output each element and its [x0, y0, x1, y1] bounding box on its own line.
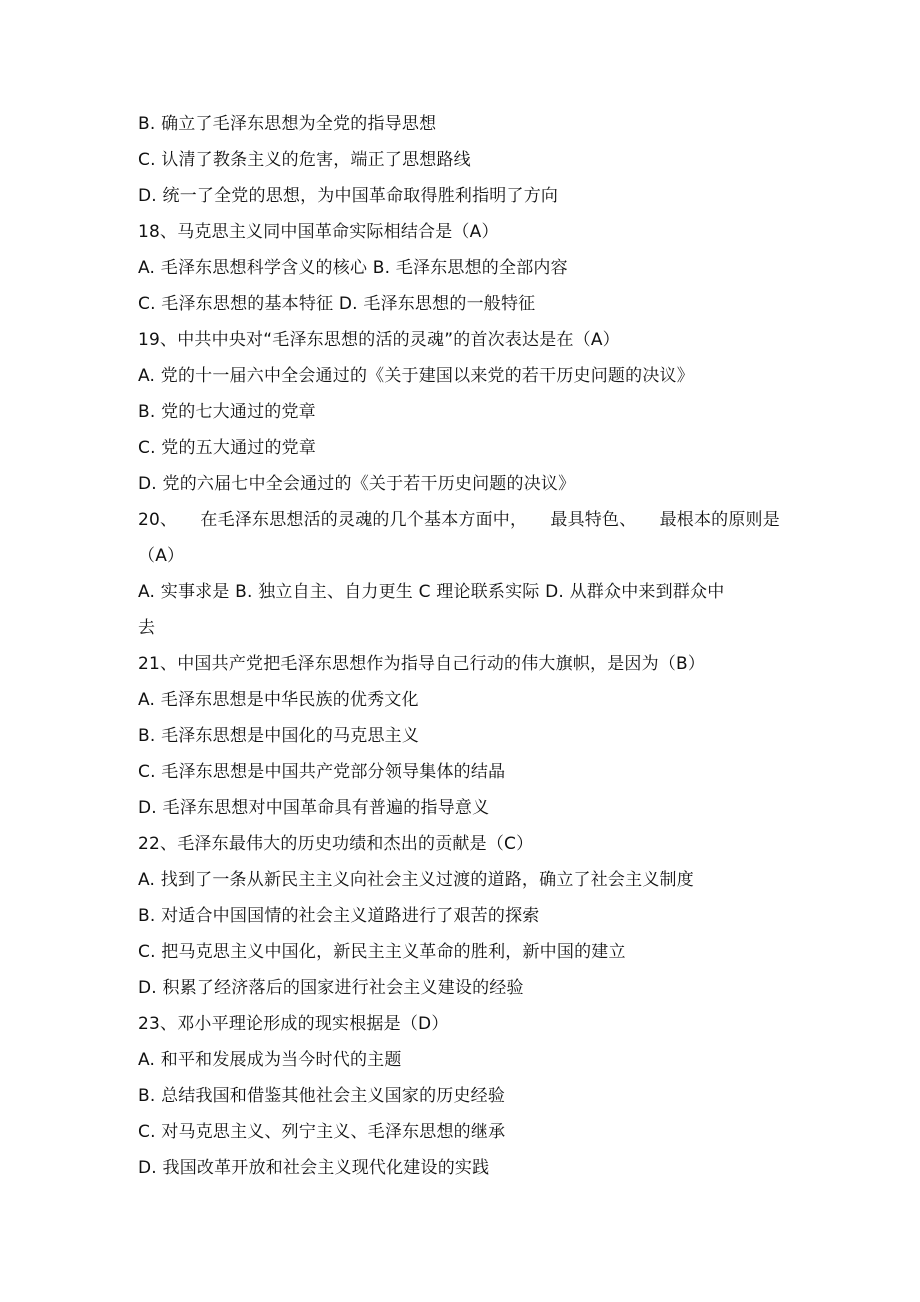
question-20-text-c: 最根本的原则是: [659, 510, 780, 530]
text-line: A. 毛泽东思想是中华民族的优秀文化: [138, 690, 419, 710]
question-22: 22、毛泽东最伟大的历史功绩和杰出的贡献是（C）: [138, 834, 534, 854]
text-line: A. 党的十一届六中全会通过的《关于建国以来党的若干历史问题的决议》: [138, 366, 694, 386]
question-21: 21、中国共产党把毛泽东思想作为指导自己行动的伟大旗帜，是因为（B）: [138, 654, 706, 674]
text-line: C. 毛泽东思想的基本特征 D. 毛泽东思想的一般特征: [138, 294, 536, 314]
question-20: [138, 502, 780, 538]
text-line: A. 和平和发展成为当今时代的主题: [138, 1050, 402, 1070]
question-18: 18、马克思主义同中国革命实际相结合是（A）: [138, 222, 499, 242]
text-line: D. 积累了经济落后的国家进行社会主义建设的经验: [138, 978, 524, 998]
text-line: C. 毛泽东思想是中国共产党部分领导集体的结晶: [138, 762, 506, 782]
text-line: D. 统一了全党的思想，为中国革命取得胜利指明了方向: [138, 186, 559, 206]
text-line: D. 毛泽东思想对中国革命具有普遍的指导意义: [138, 798, 490, 818]
question-20-text-b: 最具特色、: [550, 510, 637, 530]
question-20-number: 20、: [138, 510, 178, 530]
text-line: B. 总结我国和借鉴其他社会主义国家的历史经验: [138, 1086, 506, 1106]
text-line: B. 党的七大通过的党章: [138, 402, 316, 422]
question-text-block: [138, 106, 788, 1186]
text-line: D. 党的六届七中全会通过的《关于若干历史问题的决议》: [138, 474, 576, 494]
text-line: A. 找到了一条从新民主主义向社会主义过渡的道路，确立了社会主义制度: [138, 870, 694, 890]
question-19: 19、中共中央对“毛泽东思想的活的灵魂”的首次表达是在（A）: [138, 330, 620, 350]
question-23: 23、邓小平理论形成的现实根据是（D）: [138, 1014, 449, 1034]
text-line: B. 毛泽东思想是中国化的马克思主义: [138, 726, 420, 746]
question-20-text-a: 在毛泽东思想活的灵魂的几个基本方面中，: [200, 510, 528, 530]
question-20-options-cont: 去: [138, 618, 156, 638]
text-line: C. 对马克思主义、列宁主义、毛泽东思想的继承: [138, 1122, 506, 1142]
text-line: C. 把马克思主义中国化，新民主主义革命的胜利，新中国的建立: [138, 942, 626, 962]
text-line: B. 确立了毛泽东思想为全党的指导思想: [138, 114, 437, 134]
text-line: C. 认清了教条主义的危害，端正了思想路线: [138, 150, 471, 170]
question-20-answer: （A）: [138, 546, 185, 566]
text-line: D. 我国改革开放和社会主义现代化建设的实践: [138, 1158, 490, 1178]
question-20-options: A. 实事求是 B. 独立自主、自力更生 C 理论联系实际 D. 从群众中来到群众中: [138, 582, 725, 602]
text-line: C. 党的五大通过的党章: [138, 438, 317, 458]
text-line: B. 对适合中国国情的社会主义道路进行了艰苦的探索: [138, 906, 540, 926]
text-line: A. 毛泽东思想科学含义的核心 B. 毛泽东思想的全部内容: [138, 258, 568, 278]
